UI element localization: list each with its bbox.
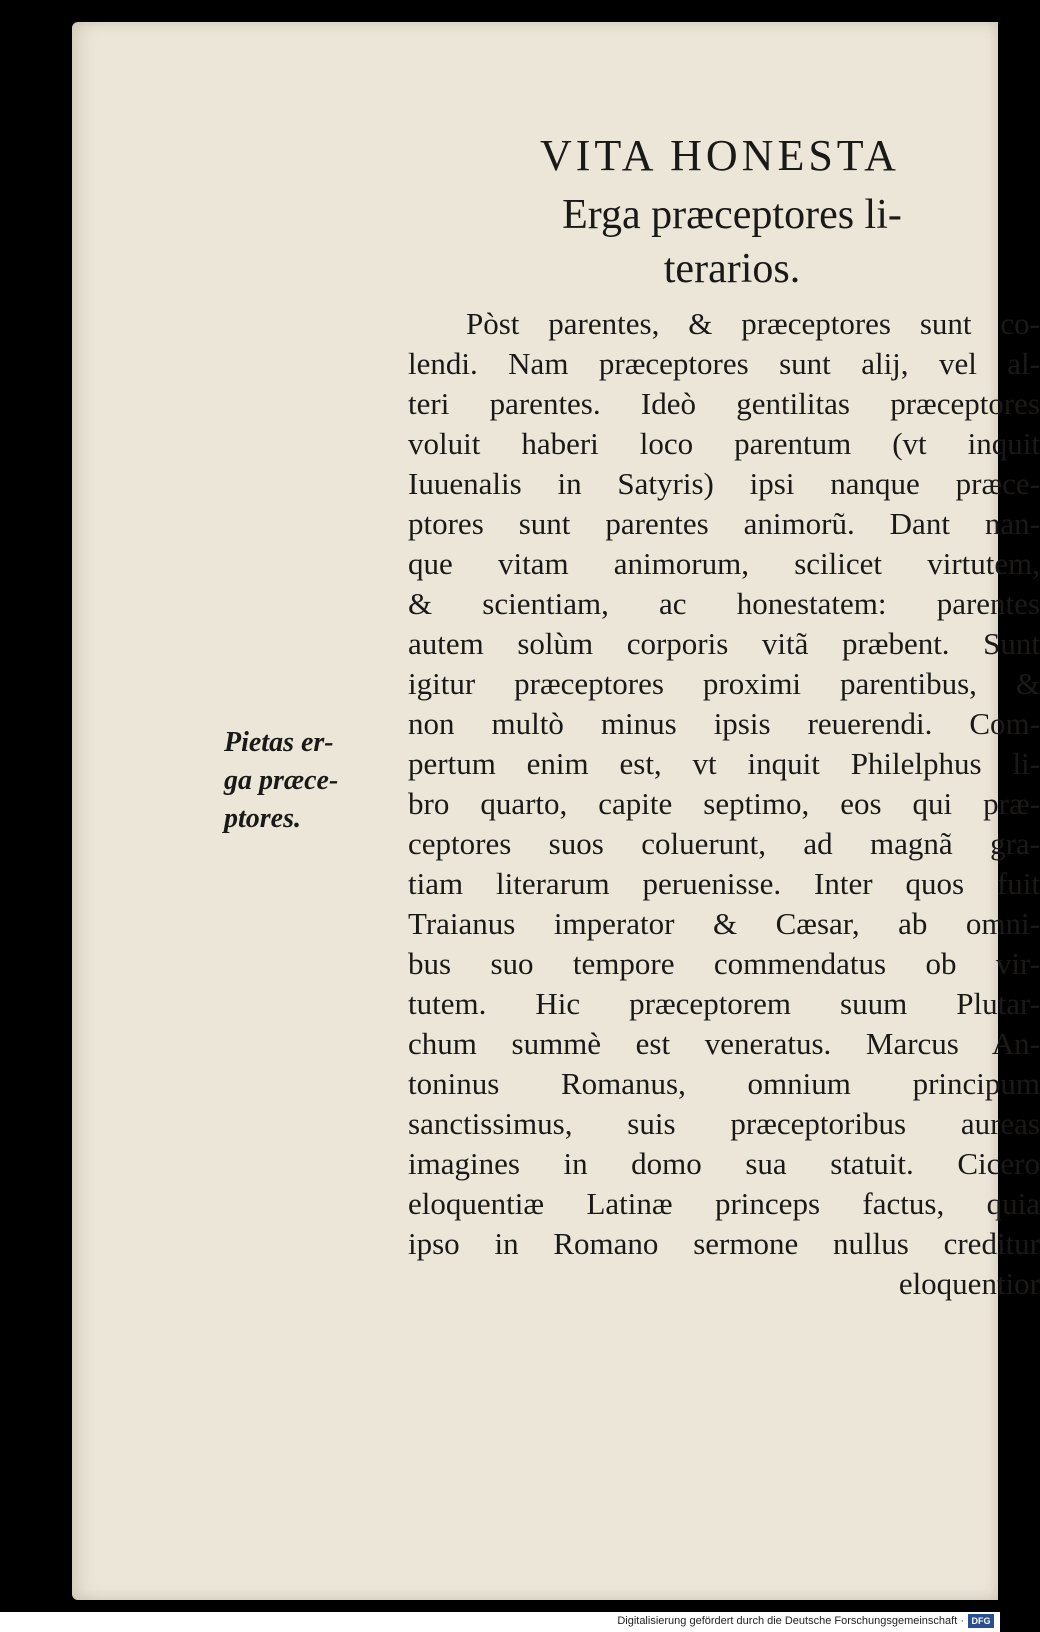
marginal-note-line: Pietas er- bbox=[224, 727, 334, 758]
body-line: tutem. Hic præceptorem suum Plutar- bbox=[408, 986, 1040, 1021]
body-line: tiam literarum peruenisse. Inter quos fuit bbox=[408, 866, 1040, 901]
marginal-note bbox=[224, 724, 394, 838]
body-line: teri parentes. Ideò gentilitas præceptores bbox=[408, 386, 1040, 421]
section-title-line-1: Erga præceptores li- bbox=[562, 192, 902, 238]
book-page bbox=[72, 22, 1040, 1600]
body-line: ptores sunt parentes animorũ. Dant nan- bbox=[408, 506, 1040, 541]
digitization-credit: Digitalisierung gefördert durch die Deutsche Forschungsgemeinschaft · bbox=[617, 1615, 964, 1627]
marginal-note-line: ga præce- bbox=[224, 765, 339, 796]
body-line: voluit haberi loco parentum (vt inquit bbox=[408, 426, 1040, 461]
body-line: autem solùm corporis vitã præbent. Sunt bbox=[408, 626, 1040, 661]
body-line: lendi. Nam præceptores sunt alij, vel al- bbox=[408, 346, 1040, 381]
body-line: Iuuenalis in Satyris) ipsi nanque præce- bbox=[408, 466, 1040, 501]
dfg-logo: DFG bbox=[968, 1614, 994, 1628]
body-line: Traianus imperator & Cæsar, ab omni- bbox=[408, 906, 1040, 941]
body-line: toninus Romanus, omnium principum bbox=[408, 1066, 1040, 1101]
body-line: pertum enim est, vt inquit Philelphus li- bbox=[408, 746, 1040, 781]
body-line: ipso in Romano sermone nullus creditur bbox=[408, 1226, 1040, 1261]
marginal-note-line: ptores. bbox=[224, 803, 301, 834]
body-line: chum summè est veneratus. Marcus An- bbox=[408, 1026, 1040, 1061]
body-line: ceptores suos coluerunt, ad magnã gra- bbox=[408, 826, 1040, 861]
body-text bbox=[408, 304, 1040, 1304]
body-line: que vitam animorum, scilicet virtutem, bbox=[408, 546, 1040, 581]
running-head: VITA HONESTA bbox=[540, 131, 900, 180]
body-line: & scientiam, ac honestatem: parentes bbox=[408, 586, 1040, 621]
body-line: bro quarto, capite septimo, eos qui præ- bbox=[408, 786, 1040, 821]
body-line: bus suo tempore commendatus ob vir- bbox=[408, 946, 1040, 981]
body-line: non multò minus ipsis reuerendi. Com- bbox=[408, 706, 1040, 741]
section-title-line-2: terarios. bbox=[663, 246, 801, 292]
body-line: Pòst parentes, & præceptores sunt co- bbox=[466, 306, 1040, 341]
catchword: eloquentior bbox=[898, 1266, 1040, 1301]
body-line: sanctissimus, suis præceptoribus aureas bbox=[408, 1106, 1040, 1141]
body-line: imagines in domo sua statuit. Cicero bbox=[408, 1146, 1040, 1181]
body-line: eloquentiæ Latinæ princeps factus, quia bbox=[408, 1186, 1040, 1221]
body-line: igitur præceptores proximi parentibus, & bbox=[408, 666, 1040, 701]
